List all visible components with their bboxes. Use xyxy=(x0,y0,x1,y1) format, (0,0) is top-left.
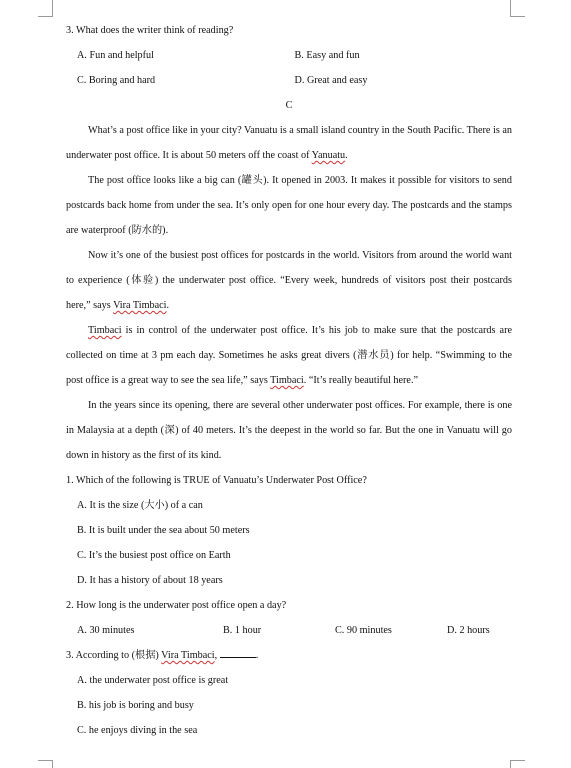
prev-question-options-row-1 xyxy=(66,43,512,68)
question-2-option-b: B. 1 hour xyxy=(223,625,262,636)
question-2-stem: 2. How long is the underwater post office open a day? xyxy=(66,600,287,611)
question-3-option-b: B. his job is boring and busy xyxy=(77,700,194,711)
prev-option-b: B. Easy and fun xyxy=(294,50,360,61)
person-name: Timbaci xyxy=(270,375,304,386)
person-name: Vira Timbaci xyxy=(161,650,215,661)
question-1-option-a: A. It is the size (大小) of a can xyxy=(77,500,203,511)
question-1-option-d: D. It has a history of about 18 years xyxy=(77,575,223,586)
passage-paragraph-5: In the years since its opening, there are several other underwater post offices. For example, there is one in Malaysia at a depth (深) of 40 meters. It’s the deepest in the world so far. But the one in Vanuatu will go down in history as the first of its kind. xyxy=(66,400,512,461)
crop-mark-top-left xyxy=(38,0,53,17)
question-3-option-a: A. the underwater post office is great xyxy=(77,675,229,686)
question-1-option-b: B. It is built under the sea about 50 meters xyxy=(77,525,250,536)
question-2-option-c: C. 90 minutes xyxy=(335,625,392,636)
prev-question-options-row-2 xyxy=(66,68,512,93)
question-3-stem: 3. According to (根据) Vira Timbaci, . xyxy=(66,643,512,668)
crop-mark-top-right xyxy=(510,0,525,17)
passage-paragraph-1: What’s a post office like in your city? Vanuatu is a small island country in the South Pacific. There is an underwater post office. It is about 50 meters off the coast of Yanuatu. xyxy=(66,125,512,161)
passage-paragraph-2: The post office looks like a big can (罐头). It opened in 2003. It makes it possible for visitors to send postcards back home from under the sea. It’s only open for one hour every day. The postcards and the stamps are waterproof (防水的). xyxy=(66,175,512,236)
question-2-option-d: D. 2 hours xyxy=(447,625,490,636)
answer-blank xyxy=(220,647,256,658)
document-body xyxy=(66,18,512,743)
question-1-stem: 1. Which of the following is TRUE of Vanuatu’s Underwater Post Office? xyxy=(66,475,367,486)
question-2-options xyxy=(66,618,512,643)
place-name: Yanuatu xyxy=(311,150,346,161)
question-3-option-c: C. he enjoys diving in the sea xyxy=(77,725,198,736)
question-1-option-c: C. It’s the busiest post office on Earth xyxy=(77,550,231,561)
question-2-option-a: A. 30 minutes xyxy=(77,625,135,636)
passage-paragraph-4: Timbaci is in control of the underwater post office. It’s his job to make sure that the postcards are collected on time at 3 pm each day. Sometimes he asks great divers (潜水员) for help. “Swimming to the post office is a great way to see the sea life,” says Timbaci. “It’s really beautiful here.” xyxy=(66,325,512,386)
prev-option-d: D. Great and easy xyxy=(294,75,368,86)
person-name: Vira Timbaci xyxy=(113,300,167,311)
section-label: C xyxy=(285,100,293,111)
prev-option-a: A. Fun and helpful xyxy=(77,50,154,61)
prev-option-c: C. Boring and hard xyxy=(77,75,156,86)
prev-question-stem: 3. What does the writer think of reading? xyxy=(66,25,234,36)
person-name: Timbaci xyxy=(88,325,122,336)
passage-paragraph-3: Now it’s one of the busiest post offices for postcards in the world. Visitors from around the world want to experience (体验) the underwater post office. “Every week, hundreds of visitors post their postcards here,” says Vira Timbaci. xyxy=(66,250,512,311)
